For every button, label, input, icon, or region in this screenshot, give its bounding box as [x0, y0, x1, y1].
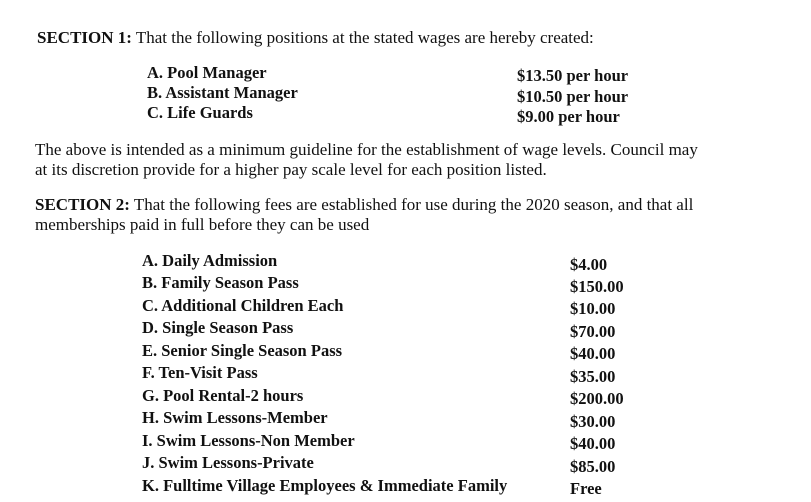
- fee-value: $150.00: [570, 277, 624, 296]
- position-wage: $10.50 per hour: [517, 87, 629, 106]
- section1-note-line1: The above is intended as a minimum guideline for the establishment of wage levels. Council may: [35, 140, 698, 159]
- section2-heading: SECTION 2:: [35, 195, 130, 214]
- section2-text-line2: memberships paid in full before they can be used: [35, 215, 370, 234]
- fee-value: $35.00: [570, 367, 616, 386]
- section1-note-line2: at its discretion provide for a higher pay scale level for each position listed.: [35, 160, 547, 179]
- section2-intro: [35, 195, 693, 215]
- position-wage: $9.00 per hour: [517, 107, 620, 126]
- fee-label: K. Fulltime Village Employees & Immediate Family: [142, 476, 508, 495]
- section1-heading: SECTION 1:: [37, 28, 132, 47]
- fee-label: F. Ten-Visit Pass: [142, 363, 258, 382]
- fee-value: $30.00: [570, 412, 616, 431]
- section2-text-line1: That the following fees are established for use during the 2020 season, and that all: [129, 195, 694, 214]
- fee-label: J. Swim Lessons-Private: [142, 453, 314, 472]
- fee-label: I. Swim Lessons-Non Member: [142, 431, 355, 450]
- position-label: C. Life Guards: [147, 103, 253, 122]
- fee-value: $200.00: [570, 389, 624, 408]
- position-wage: $13.50 per hour: [517, 66, 629, 85]
- position-label: A. Pool Manager: [147, 63, 267, 82]
- section1-intro: [37, 28, 594, 48]
- fee-label: E. Senior Single Season Pass: [142, 341, 343, 360]
- fee-label: C. Additional Children Each: [142, 296, 344, 315]
- fee-label: D. Single Season Pass: [142, 318, 294, 337]
- fee-value: $85.00: [570, 457, 616, 476]
- section1-text: That the following positions at the stated wages are hereby created:: [131, 28, 594, 47]
- fee-label: H. Swim Lessons-Member: [142, 408, 328, 427]
- position-label: B. Assistant Manager: [147, 83, 298, 102]
- fee-value: $70.00: [570, 322, 616, 341]
- fee-value: $10.00: [570, 299, 616, 318]
- fee-label: A. Daily Admission: [142, 251, 278, 270]
- fee-value: $40.00: [570, 434, 616, 453]
- fee-value: $40.00: [570, 344, 616, 363]
- fee-value: Free: [570, 479, 602, 498]
- fee-value: $4.00: [570, 255, 608, 274]
- fee-label: B. Family Season Pass: [142, 273, 299, 292]
- fee-label: G. Pool Rental-2 hours: [142, 386, 304, 405]
